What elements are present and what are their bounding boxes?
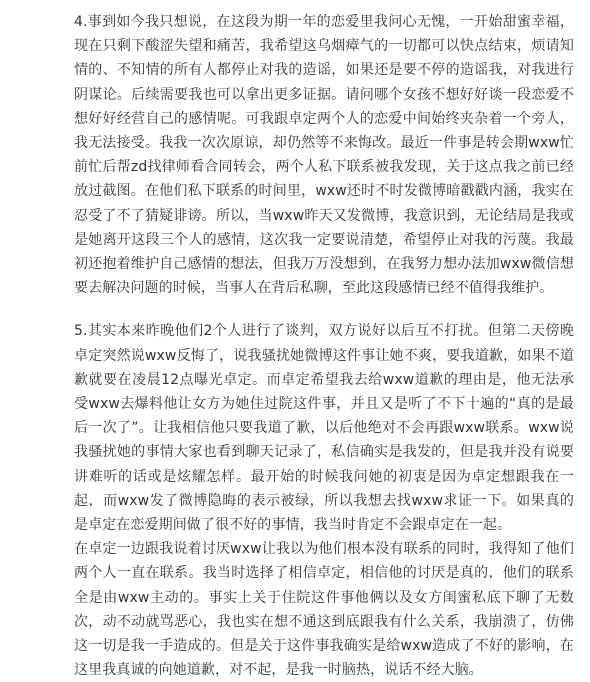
article-body <box>74 10 574 682</box>
paragraph-4: 4.事到如今我只想说，在这段为期一年的恋爱里我问心无愧，一开始甜蜜幸福，现在只剩下酸涩失望和痛苦，我希望这乌烟瘴气的一切都可以快点结束，烦请知情的、不知情的所有人都停止对我的造谣，如果还是要不停的造谣我，对我进行阴谋论。后续需要我也可以拿出更多证据。请问哪个女孩不想好好谈一段恋爱不想好好经营自己的感情呢。可我跟卓定两个人的恋爱中间始终夹杂着一个旁人，我无法接受。我我一次次原谅，却仍然等不来悔改。最近一件事是转会期wxw忙前忙后帮zd找律师看合同转会，两个人私下联系被我发现，关于这点我之前已经放过截图。在他们私下联系的时间里，wxw还时不时发微博暗戳戳内涵，我实在忍受了不了猜疑诽谤。所以，当wxw昨天又发微博，我意识到，无论结局是我或是她离开这段三个人的感情，这次我一定要说清楚，希望停止对我的污蔑。我最初还抱着维护自己感情的想法，但我万万没想到，在我努力想办法加wxw微信想要去解决问题的时候，当事人在背后私聊，至此这段感情已经不值得我维护。 <box>74 14 574 297</box>
paragraph-5: 5.其实本来昨晚他们2个人进行了谈判，双方说好以后互不打扰。但第二天傍晚卓定突然说wxw反悔了，说我骚扰她微博这件事让她不爽，要我道歉，如果不道歉就要在凌晨12点曝光卓定。而卓定希望我去给wxw道歉的理由是，他无法承受wxw去爆料他让女方为她住过院这件事，并且又是听了不下十遍的“真的是最后一次了”。让我相信他只要我道了歉，以后他绝对不会再跟wxw联系。wxw说我骚扰她的事情大家也看到聊天记录了，私信确实是我发的，但是我并没有说要讲难听的话或是炫耀怎样。最开始的时候我问她的初衷是因为卓定想跟我在一起，而wxw发了微博隐晦的表示被绿，所以我想去找wxw求证一下。如果真的是卓定在恋爱期间做了很不好的事情，我当时肯定不会跟卓定在一起。 在卓定一边跟我说着讨厌wxw让我以为他们根本没有联系的同时，我得知了他们两个人一直在联系。我当时选择了相信卓定，相信他的讨厌是真的，他们的联系全是由wxw主动的。事实上关于住院这件事他俩以及女方闺蜜私底下聊了无数次，动不动就骂恶心，我也实在想不通这到底跟我有什么关系，我崩溃了，仿佛这一切是我一手造成的。但是关于这件事我确实是给wxw造成了不好的影响，在这里我真诚的向她道歉，对不起，是我一时脑热，说话不经大脑。 <box>74 323 574 679</box>
